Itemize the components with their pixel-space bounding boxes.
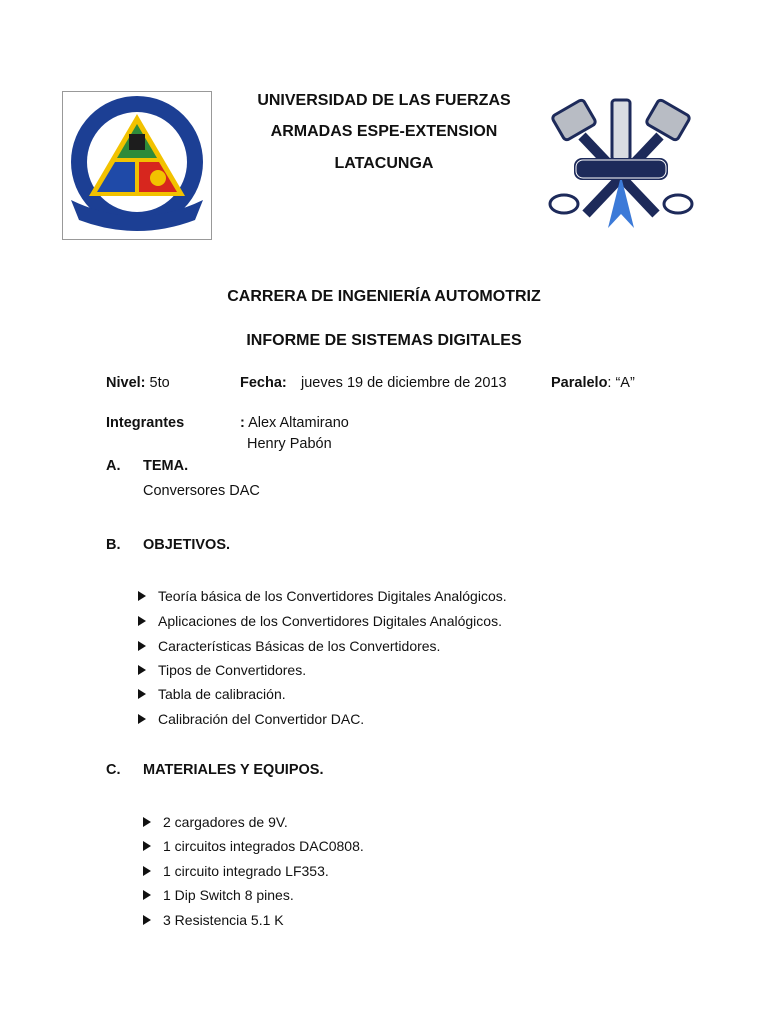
- member-name: Alex Altamirano: [248, 415, 349, 431]
- department-emblem-icon: [63, 92, 211, 239]
- integrantes-colon: :: [240, 415, 245, 431]
- list-item: [143, 863, 329, 879]
- section-c-title: MATERIALES Y EQUIPOS.: [143, 762, 324, 778]
- paralelo-value: : “A”: [607, 375, 635, 391]
- list-item: [143, 814, 288, 830]
- fecha-value: jueves 19 de diciembre de 2013: [301, 375, 507, 391]
- university-title-line-1: UNIVERSIDAD DE LAS FUERZAS: [257, 92, 511, 109]
- university-title-line-3: LATACUNGA: [334, 155, 434, 172]
- list-item: [138, 662, 306, 678]
- list-item: [143, 887, 294, 903]
- arrow-bullet-icon: [143, 841, 151, 851]
- list-item: [143, 838, 364, 854]
- arrow-bullet-icon: [138, 714, 146, 724]
- paralelo-label: Paralelo: [551, 375, 608, 391]
- list-item-text: Teoría básica de los Convertidores Digitales Analógicos.: [158, 588, 507, 604]
- arrow-bullet-icon: [143, 866, 151, 876]
- arrow-bullet-icon: [143, 915, 151, 925]
- arrow-bullet-icon: [138, 689, 146, 699]
- list-item-text: Tipos de Convertidores.: [158, 662, 307, 678]
- arrow-bullet-icon: [138, 665, 146, 675]
- fecha-label: Fecha:: [240, 375, 287, 391]
- arrow-bullet-icon: [138, 616, 146, 626]
- list-item-text: 1 Dip Switch 8 pines.: [163, 887, 294, 903]
- arrow-bullet-icon: [143, 817, 151, 827]
- arrow-bullet-icon: [143, 890, 151, 900]
- list-item-text: Aplicaciones de los Convertidores Digitales Analógicos.: [158, 613, 502, 629]
- list-item: [138, 711, 364, 727]
- list-item: [138, 638, 440, 654]
- list-item-text: 1 circuitos integrados DAC0808.: [163, 838, 364, 854]
- list-item-text: 3 Resistencia 5.1 K: [163, 912, 284, 928]
- section-b-title: OBJETIVOS.: [143, 537, 231, 553]
- list-item-text: Características Básicas de los Convertidores.: [158, 638, 441, 654]
- list-item: [138, 686, 286, 702]
- nivel-value: 5to: [145, 375, 170, 391]
- section-a-letter: A.: [106, 458, 121, 474]
- section-a-body: Conversores DAC: [143, 483, 260, 499]
- integrantes-member-1-row: [240, 415, 349, 431]
- section-a-title: TEMA.: [143, 458, 189, 474]
- faculty-logo: [546, 96, 696, 234]
- paralelo-field: [551, 375, 635, 391]
- list-item-text: Tabla de calibración.: [158, 686, 286, 702]
- nivel-field: [106, 375, 170, 391]
- report-title: INFORME DE SISTEMAS DIGITALES: [246, 332, 522, 349]
- university-title-line-2: ARMADAS ESPE-EXTENSION: [270, 123, 498, 140]
- list-item: [138, 588, 507, 604]
- section-b-letter: B.: [106, 537, 121, 553]
- department-logo: [62, 91, 212, 240]
- list-item: [143, 912, 284, 928]
- member-name: Henry Pabón: [247, 436, 332, 452]
- career-title: CARRERA DE INGENIERÍA AUTOMOTRIZ: [227, 288, 541, 305]
- list-item: [138, 613, 502, 629]
- arrow-bullet-icon: [138, 591, 146, 601]
- list-item-text: Calibración del Convertidor DAC.: [158, 711, 365, 727]
- nivel-label: Nivel:: [106, 375, 146, 391]
- arrow-bullet-icon: [138, 641, 146, 651]
- list-item-text: 2 cargadores de 9V.: [163, 814, 288, 830]
- list-item-text: 1 circuito integrado LF353.: [163, 863, 329, 879]
- pistons-spark-plug-icon: [546, 96, 696, 234]
- integrantes-label: Integrantes: [106, 415, 185, 431]
- section-c-letter: C.: [106, 762, 121, 778]
